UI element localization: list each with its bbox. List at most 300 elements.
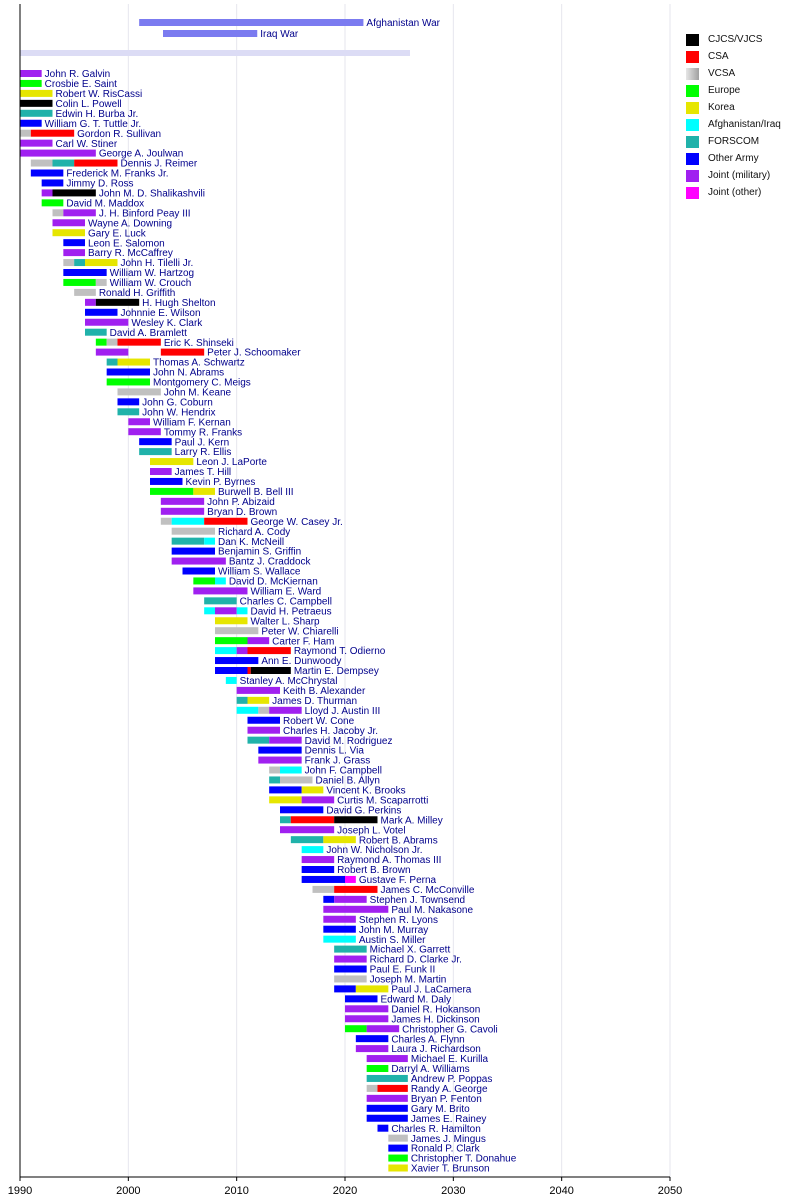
- bar-segment: [85, 319, 128, 326]
- officer-label: Walter L. Sharp: [250, 616, 320, 628]
- legend-item: [686, 82, 796, 99]
- officer-label: William F. Kernan: [153, 417, 231, 429]
- officer-label: George W. Casey Jr.: [250, 516, 343, 528]
- officer-label: Keith B. Alexander: [283, 686, 366, 697]
- bar-segment: [172, 528, 215, 535]
- bar-segment: [183, 568, 216, 575]
- bar-segment: [367, 1055, 408, 1062]
- bar-segment: [20, 80, 42, 87]
- officer-label: Edwin H. Burba Jr.: [55, 108, 139, 120]
- bar-segment: [280, 816, 291, 823]
- officer-label: David A. Bramlett: [109, 327, 187, 339]
- officer-label: Stephen J. Townsend: [369, 894, 466, 906]
- officer-label: Paul E. Funk II: [369, 964, 436, 976]
- officer-label: Carter F. Ham: [272, 636, 335, 648]
- officer-label: Montgomery C. Meigs: [153, 377, 251, 389]
- legend-label: VCSA: [708, 68, 736, 79]
- legend-label: Joint (military): [708, 170, 771, 181]
- officer-label: Michael X. Garrett: [369, 944, 451, 956]
- officer-label: Charles A. Flynn: [391, 1034, 465, 1046]
- bar-segment: [258, 757, 301, 764]
- bar-segment: [63, 259, 74, 266]
- bar-segment: [345, 1025, 367, 1032]
- bar-segment: [85, 299, 96, 306]
- officer-label: Bryan D. Brown: [207, 506, 278, 518]
- bar-segment: [139, 448, 172, 455]
- bar-segment: [226, 677, 237, 684]
- x-tick-label: 1990: [7, 1185, 33, 1197]
- bar-segment: [251, 667, 291, 674]
- bar-segment: [96, 339, 107, 346]
- bar-segment: [31, 160, 53, 167]
- bar-segment: [302, 796, 335, 803]
- bar-segment: [215, 657, 258, 664]
- officer-label: William W. Crouch: [109, 278, 192, 290]
- bar-segment: [20, 70, 42, 77]
- bar-segment: [356, 985, 389, 992]
- officer-label: David G. Perkins: [326, 805, 402, 817]
- officer-label: Johnnie E. Wilson: [120, 307, 201, 319]
- bar-segment: [139, 438, 172, 445]
- legend-item: [686, 31, 796, 48]
- legend-swatch: [686, 119, 699, 131]
- officer-label: Peter J. Schoomaker: [207, 347, 301, 359]
- bar-segment: [53, 229, 86, 236]
- x-tick-label: 2030: [441, 1185, 466, 1197]
- officer-label: Charles C. Campbell: [239, 596, 332, 608]
- bar-segment: [367, 1105, 408, 1112]
- bar-segment: [204, 518, 247, 525]
- bar-segment: [367, 1095, 408, 1102]
- bar-segment: [345, 1015, 388, 1022]
- officer-label: Ronald P. Clark: [410, 1143, 480, 1155]
- bar-segment: [280, 826, 334, 833]
- bar-segment: [248, 717, 281, 724]
- officer-label: William W. Hartzog: [109, 268, 195, 280]
- officer-label: Raymond A. Thomas III: [337, 855, 442, 867]
- bar-segment: [269, 786, 302, 793]
- legend-item: [686, 99, 796, 116]
- bar-segment: [42, 179, 64, 186]
- officer-label: Daniel R. Hokanson: [391, 1004, 481, 1016]
- officer-label: Jimmy D. Ross: [66, 178, 134, 190]
- bar-segment: [237, 607, 248, 614]
- bar-segment: [378, 1125, 389, 1132]
- bar-segment: [193, 577, 215, 584]
- officer-label: H. Hugh Shelton: [142, 297, 216, 309]
- bar-segment: [367, 1115, 408, 1122]
- officer-label: Richard D. Clarke Jr.: [369, 954, 462, 966]
- bar-segment: [248, 637, 270, 644]
- era-band: [20, 50, 410, 56]
- bar-segment: [302, 866, 335, 873]
- bar-segment: [74, 160, 117, 167]
- bar-segment: [20, 120, 42, 127]
- bar-segment: [302, 846, 324, 853]
- officer-label: Joseph L. Votel: [337, 825, 406, 837]
- bar-segment: [172, 518, 205, 525]
- bar-segment: [63, 209, 95, 216]
- bar-segment: [367, 1075, 408, 1082]
- bar-segment: [118, 388, 161, 395]
- bar-segment: [20, 100, 53, 107]
- officer-label: Wesley K. Clark: [131, 317, 203, 329]
- officer-label: Mark A. Milley: [380, 815, 443, 827]
- bar-segment: [388, 1145, 408, 1152]
- officer-label: Stanley A. McChrystal: [239, 676, 338, 688]
- bar-segment: [53, 209, 64, 216]
- officer-label: Robert B. Abrams: [358, 835, 438, 847]
- bar-segment: [63, 249, 85, 256]
- officer-label: Bantz J. Craddock: [228, 556, 311, 568]
- bar-segment: [215, 637, 248, 644]
- bar-segment: [269, 796, 302, 803]
- bar-segment: [161, 508, 204, 515]
- officer-label: Christopher T. Donahue: [410, 1153, 517, 1165]
- bar-segment: [107, 339, 118, 346]
- bar-segment: [118, 398, 140, 405]
- legend-swatch: [686, 170, 699, 182]
- officer-label: Bryan P. Fenton: [410, 1093, 482, 1105]
- bar-segment: [269, 707, 302, 714]
- officer-label: James H. Dickinson: [391, 1014, 480, 1026]
- bar-segment: [388, 1155, 408, 1162]
- bar-segment: [323, 936, 356, 943]
- bar-segment: [63, 269, 106, 276]
- officer-label: Stephen R. Lyons: [358, 914, 438, 926]
- bar-segment: [323, 896, 334, 903]
- bar-segment: [85, 329, 107, 336]
- bar-segment: [345, 995, 378, 1002]
- bar-segment: [378, 1085, 408, 1092]
- officer-label: Lloyd J. Austin III: [304, 705, 381, 717]
- officer-label: Dan K. McNeill: [218, 536, 285, 548]
- bar-segment: [85, 259, 118, 266]
- legend-label: Other Army: [708, 153, 759, 164]
- legend-swatch: [686, 51, 699, 63]
- bar-segment: [96, 349, 129, 356]
- officer-label: Gordon R. Sullivan: [77, 128, 162, 140]
- bar-segment: [248, 667, 251, 674]
- officer-label: Laura J. Richardson: [391, 1044, 481, 1056]
- bar-segment: [258, 707, 269, 714]
- officer-label: Martin E. Dempsey: [293, 666, 379, 678]
- bar-segment: [367, 1085, 378, 1092]
- war-bar: [163, 30, 257, 37]
- officer-label: James E. Rainey: [410, 1113, 487, 1125]
- bar-segment: [334, 966, 367, 973]
- bar-segment: [367, 1025, 400, 1032]
- officer-label: John R. Galvin: [44, 69, 111, 81]
- officer-label: Richard A. Cody: [218, 526, 291, 538]
- officer-label: James D. Thurman: [272, 695, 358, 707]
- bar-segment: [334, 975, 367, 982]
- bar-segment: [215, 667, 248, 674]
- bar-segment: [302, 856, 335, 863]
- bar-segment: [161, 518, 172, 525]
- bar-segment: [248, 737, 270, 744]
- officer-label: Curtis M. Scaparrotti: [337, 795, 429, 807]
- bar-segment: [280, 776, 313, 783]
- officer-label: Dennis J. Reimer: [120, 158, 198, 170]
- bar-segment: [280, 767, 302, 774]
- officer-label: Gary E. Luck: [88, 228, 146, 240]
- officer-label: Raymond T. Odierno: [293, 646, 386, 658]
- officer-label: David H. Petraeus: [250, 606, 332, 618]
- officer-label: James C. McConville: [380, 885, 475, 896]
- bar-segment: [172, 548, 215, 555]
- officer-label: Kevin P. Byrnes: [185, 477, 256, 489]
- bar-segment: [356, 1045, 389, 1052]
- officer-label: Thomas A. Schwartz: [153, 357, 245, 369]
- officer-label: Ann E. Dunwoody: [261, 656, 342, 668]
- bar-segment: [215, 577, 226, 584]
- officer-label: Frederick M. Franks Jr.: [66, 168, 169, 180]
- officer-label: Barry R. McCaffrey: [88, 248, 173, 260]
- bar-segment: [248, 697, 270, 704]
- officer-label: Randy A. George: [410, 1084, 488, 1095]
- officer-label: Paul J. Kern: [174, 437, 230, 449]
- officer-label: John P. Abizaid: [207, 496, 275, 508]
- bar-segment: [237, 697, 248, 704]
- officer-label: James T. Hill: [174, 467, 232, 479]
- bar-segment: [53, 189, 96, 196]
- officer-label: Frank J. Grass: [304, 755, 371, 767]
- officer-label: John N. Abrams: [153, 367, 225, 379]
- officer-label: Burwell B. Bell III: [218, 487, 294, 498]
- bar-segment: [118, 359, 151, 366]
- legend-item: [686, 184, 796, 201]
- bar-segment: [96, 279, 107, 286]
- bar-segment: [334, 886, 377, 893]
- bar-segment: [172, 558, 226, 565]
- bar-segment: [237, 687, 280, 694]
- legend-item: [686, 167, 796, 184]
- officer-label: Darryl A. Williams: [391, 1064, 470, 1076]
- bar-segment: [42, 189, 53, 196]
- legend-swatch: [686, 68, 699, 80]
- officer-label: Charles R. Hamilton: [391, 1123, 481, 1135]
- war-label: Iraq War: [260, 29, 299, 40]
- legend-label: Joint (other): [708, 187, 762, 198]
- bar-segment: [388, 1135, 408, 1142]
- legend-swatch: [686, 85, 699, 97]
- bar-segment: [20, 150, 96, 157]
- officer-label: Christopher G. Cavoli: [402, 1024, 498, 1036]
- bar-segment: [20, 130, 31, 137]
- bar-segment: [20, 90, 53, 97]
- officer-label: Colin L. Powell: [55, 98, 122, 110]
- bar-segment: [31, 130, 74, 137]
- bar-segment: [20, 110, 53, 117]
- bar-segment: [215, 617, 248, 624]
- officer-label: Benjamin S. Griffin: [218, 546, 302, 558]
- bar-segment: [345, 876, 356, 883]
- legend-swatch: [686, 153, 699, 165]
- legend: [686, 31, 796, 201]
- bar-segment: [237, 707, 259, 714]
- officer-label: Gustave F. Perna: [358, 875, 437, 887]
- officer-label: Leon J. LaPorte: [196, 457, 267, 469]
- bar-segment: [53, 219, 86, 226]
- bar-segment: [291, 816, 334, 823]
- officer-label: John G. Coburn: [142, 397, 213, 409]
- war-label: Afghanistan War: [366, 18, 440, 29]
- officer-label: Peter W. Chiarelli: [261, 626, 339, 638]
- officer-label: Austin S. Miller: [358, 934, 426, 946]
- officer-label: David M. Maddox: [66, 198, 145, 210]
- bar-segment: [269, 776, 280, 783]
- x-tick-label: 2010: [224, 1185, 249, 1197]
- officer-label: Gary M. Brito: [410, 1103, 470, 1115]
- officer-label: Robert W. RisCassi: [55, 89, 143, 100]
- legend-label: Korea: [708, 102, 735, 113]
- bar-segment: [334, 946, 367, 953]
- bar-segment: [215, 647, 237, 654]
- bar-segment: [107, 378, 150, 385]
- bar-segment: [334, 816, 377, 823]
- bar-segment: [302, 876, 345, 883]
- bar-segment: [118, 408, 140, 415]
- bar-segment: [161, 349, 204, 356]
- bar-segment: [172, 538, 205, 545]
- bar-segment: [20, 140, 53, 147]
- bar-segment: [248, 727, 281, 734]
- officer-label: John W. Nicholson Jr.: [326, 845, 423, 857]
- bar-segment: [258, 747, 301, 754]
- bar-segment: [193, 488, 215, 495]
- legend-label: FORSCOM: [708, 136, 760, 147]
- bar-segment: [161, 498, 204, 505]
- officer-label: David D. McKiernan: [228, 576, 318, 588]
- bar-segment: [128, 418, 150, 425]
- officer-label: Andrew P. Poppas: [410, 1074, 493, 1086]
- officer-label: John M. Keane: [163, 387, 232, 399]
- bar-segment: [42, 199, 64, 206]
- officer-label: Larry R. Ellis: [174, 447, 232, 459]
- bar-segment: [193, 587, 247, 594]
- war-bar: [139, 19, 363, 26]
- officer-label: Paul J. LaCamera: [391, 984, 472, 996]
- officer-label: Michael E. Kurilla: [410, 1054, 489, 1066]
- legend-swatch: [686, 102, 699, 114]
- bar-segment: [345, 1005, 388, 1012]
- legend-label: CJCS/VJCS: [708, 34, 763, 45]
- legend-swatch: [686, 136, 699, 148]
- bar-segment: [215, 607, 237, 614]
- officer-label: Robert B. Brown: [337, 865, 411, 877]
- bar-segment: [74, 289, 96, 296]
- bar-segment: [334, 896, 367, 903]
- officer-label: John W. Hendrix: [142, 407, 216, 419]
- bar-segment: [269, 737, 302, 744]
- officer-label: John F. Campbell: [304, 765, 382, 777]
- x-tick-label: 2020: [332, 1185, 358, 1197]
- legend-item: [686, 150, 796, 167]
- officer-label: Xavier T. Brunson: [410, 1163, 490, 1175]
- officer-label: William G. T. Tuttle Jr.: [44, 118, 142, 130]
- bar-segment: [150, 468, 172, 475]
- bar-segment: [388, 1165, 408, 1172]
- officer-label: John H. Tilelli Jr.: [120, 258, 194, 270]
- legend-label: Europe: [708, 85, 741, 96]
- legend-label: Afghanistan/Iraq: [708, 119, 781, 130]
- bar-segment: [63, 239, 85, 246]
- legend-item: [686, 133, 796, 150]
- bar-segment: [237, 647, 248, 654]
- bar-segment: [53, 160, 75, 167]
- officer-label: Edward M. Daly: [380, 994, 452, 1006]
- bar-segment: [334, 956, 367, 963]
- bar-segment: [323, 926, 356, 933]
- legend-item: [686, 65, 796, 82]
- bar-segment: [248, 647, 291, 654]
- legend-swatch: [686, 34, 699, 46]
- bar-segment: [204, 597, 237, 604]
- bar-segment: [323, 916, 356, 923]
- bar-segment: [367, 1065, 389, 1072]
- officer-label: James J. Mingus: [410, 1133, 486, 1145]
- officer-label: Leon E. Salomon: [88, 238, 165, 250]
- officer-label: George A. Joulwan: [98, 148, 184, 160]
- bar-segment: [150, 458, 193, 465]
- bar-segment: [269, 767, 280, 774]
- x-tick-label: 2050: [657, 1185, 683, 1197]
- bar-segment: [204, 607, 215, 614]
- bar-segment: [323, 906, 388, 913]
- bar-segment: [150, 478, 183, 485]
- officer-label: Tommy R. Franks: [163, 427, 243, 439]
- bar-segment: [302, 786, 324, 793]
- officer-label: Robert W. Cone: [283, 715, 355, 727]
- officer-label: Carl W. Stiner: [55, 138, 118, 150]
- officer-label: William S. Wallace: [218, 566, 301, 578]
- officer-label: Paul M. Nakasone: [391, 904, 474, 916]
- bar-segment: [323, 836, 356, 843]
- officer-label: Eric K. Shinseki: [163, 337, 234, 349]
- officer-label: J. H. Binford Peay III: [98, 208, 191, 220]
- bar-segment: [313, 886, 335, 893]
- bar-segment: [128, 428, 161, 435]
- bar-segment: [107, 359, 118, 366]
- officer-label: John M. Murray: [358, 924, 429, 936]
- legend-swatch: [686, 187, 699, 199]
- officer-label: Joseph M. Martin: [369, 974, 447, 986]
- bar-segment: [118, 339, 161, 346]
- officer-label: Dennis L. Via: [304, 745, 364, 757]
- officer-label: Vincent K. Brooks: [326, 785, 406, 797]
- bar-segment: [291, 836, 324, 843]
- officer-label: John M. D. Shalikashvili: [98, 188, 205, 200]
- bar-segment: [280, 806, 323, 813]
- bar-segment: [96, 299, 139, 306]
- bar-segment: [215, 627, 258, 634]
- bar-segment: [204, 538, 215, 545]
- bar-segment: [74, 259, 85, 266]
- x-tick-label: 2000: [116, 1185, 141, 1197]
- bar-segment: [31, 170, 64, 177]
- officer-label: Crosbie E. Saint: [44, 79, 117, 91]
- legend-label: CSA: [708, 51, 729, 62]
- bar-segment: [85, 309, 118, 316]
- bar-segment: [356, 1035, 389, 1042]
- bar-segment: [334, 985, 356, 992]
- officer-label: David M. Rodriguez: [304, 735, 393, 747]
- bar-segment: [107, 369, 150, 376]
- officer-label: Daniel B. Allyn: [315, 775, 380, 787]
- officer-label: William E. Ward: [250, 586, 322, 598]
- officer-label: Charles H. Jacoby Jr.: [283, 725, 379, 737]
